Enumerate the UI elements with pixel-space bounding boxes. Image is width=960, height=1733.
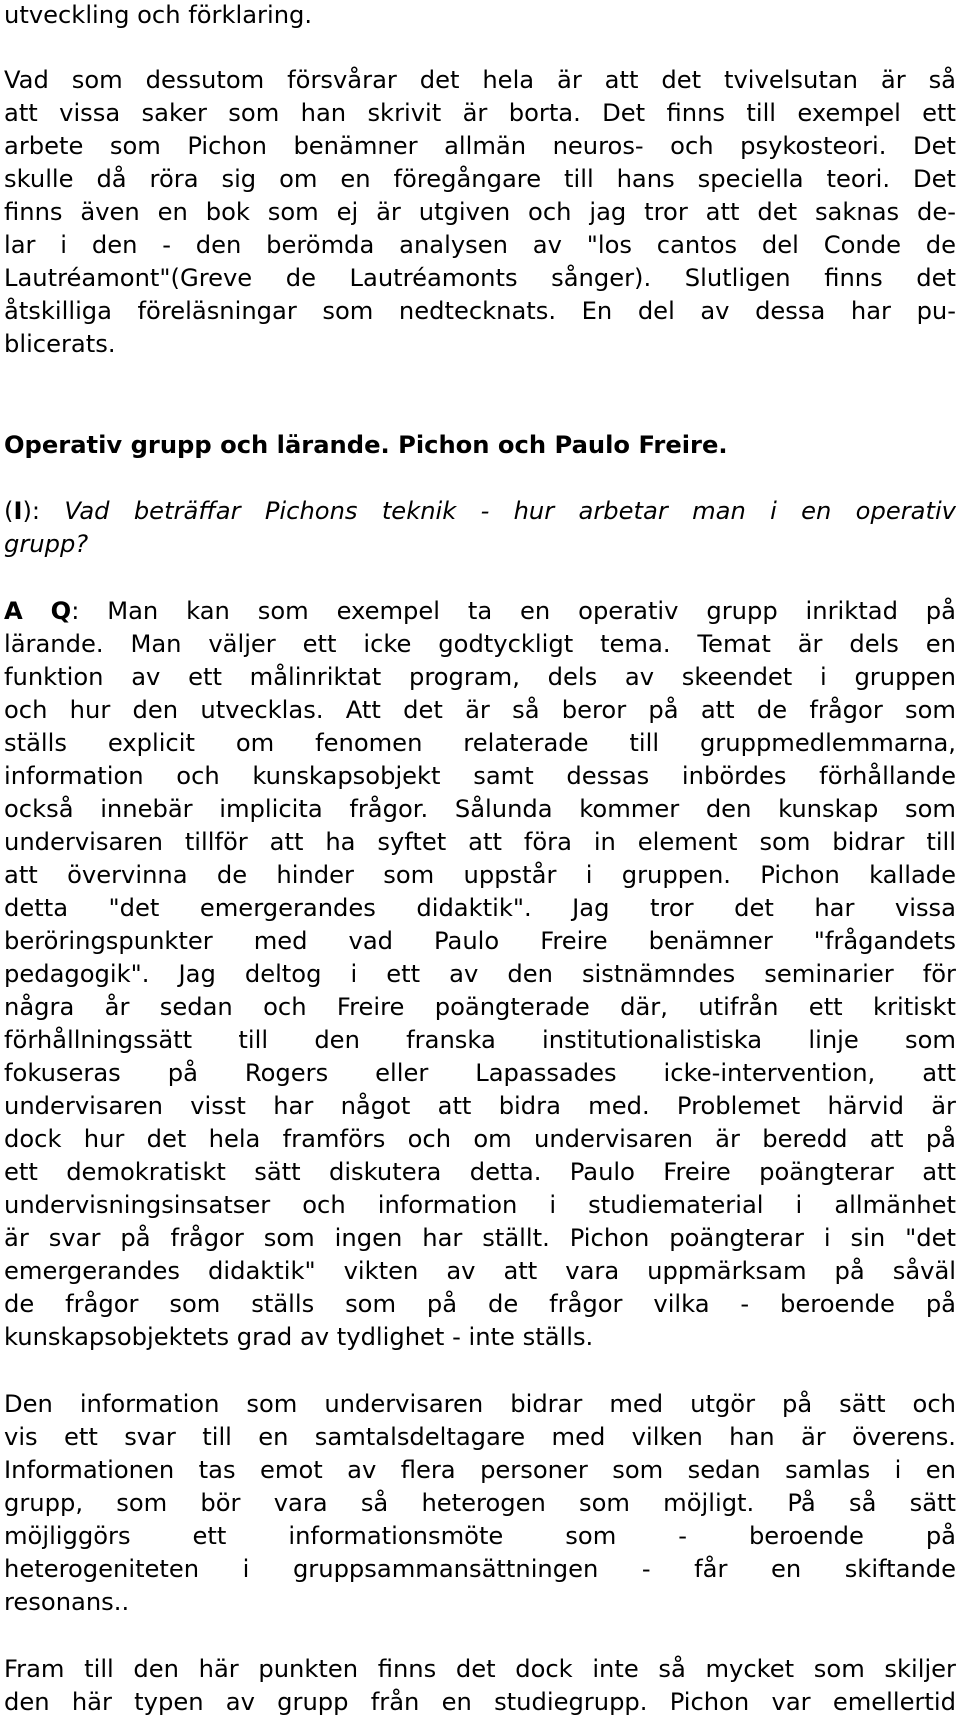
question-label-open: ( (4, 497, 14, 525)
text-line: funktion av ett målinriktat program, dels av skeendet i gruppen (4, 663, 956, 691)
text-line: beröringspunkter med vad Paulo Freire benämner "frågandets (4, 927, 956, 955)
text-line: heterogeniteten i gruppsammansättningen - får en skiftande (4, 1555, 956, 1583)
question-line (4, 494, 956, 528)
text-line: utveckling och förklaring. (4, 1, 313, 29)
text-line: emergerandes didaktik" vikten av att vara uppmärksam på såväl (4, 1257, 956, 1285)
text-line: blicerats. (4, 330, 116, 358)
text-line: arbete som Pichon benämner allmän neuros- och psykosteori. Det (4, 132, 956, 160)
text-line: resonans.. (4, 1588, 130, 1616)
text-line: ställs explicit om fenomen relaterade till gruppmedlemmarna, (4, 729, 956, 757)
text-line: undervisaren visst har något att bidra med. Problemet härvid är (4, 1092, 956, 1120)
text-line: grupp, som bör vara så heterogen som möjligt. På så sätt (4, 1489, 956, 1517)
section-heading: Operativ grupp och lärande. Pichon och Paulo Freire. (4, 431, 728, 459)
text-line: finns även en bok som ej är utgiven och jag tror att det saknas de- (4, 198, 956, 226)
text-line: Informationen tas emot av flera personer som sedan samlas i en (4, 1456, 956, 1484)
text-line: skulle då röra sig om en föregångare till hans speciella teori. Det (4, 165, 956, 193)
text-line: ett demokratiskt sätt diskutera detta. Paulo Freire poängterar att (4, 1158, 956, 1186)
text-line: de frågor som ställs som på de frågor vilka - beroende på (4, 1290, 956, 1318)
text-line: förhållningssätt till den franska institutionalistiska linje som (4, 1026, 956, 1054)
answer-label-a: A (4, 597, 23, 625)
text-line: också innebär implicita frågor. Sålunda kommer den kunskap som (4, 795, 956, 823)
text-line: pedagogik". Jag deltog i ett av den sistnämndes seminarier för (4, 960, 956, 988)
text-line: är svar på frågor som ingen har ställt. Pichon poängterar i sin "det (4, 1224, 956, 1252)
text-line: kunskapsobjektets grad av tydlighet - inte ställs. (4, 1323, 594, 1351)
text-line: dock hur det hela framförs och om undervisaren är beredd att på (4, 1125, 956, 1153)
text-line: och hur den utvecklas. Att det är så beror på att de frågor som (4, 696, 956, 724)
answer-first-line (4, 594, 956, 628)
text-line: den här typen av grupp från en studiegrupp. Pichon var emellertid (4, 1688, 956, 1716)
text-line: lärande. Man väljer ett icke godtyckligt tema. Temat är dels en (4, 630, 956, 658)
text-line: att övervinna de hinder som uppstår i gruppen. Pichon kallade (4, 861, 956, 889)
text-line: fokuseras på Rogers eller Lapassades icke-intervention, att (4, 1059, 956, 1087)
text-line: Vad som dessutom försvårar det hela är att det tvivelsutan är så (4, 66, 956, 94)
question-label: I (13, 497, 23, 525)
question-label-close: ): (22, 497, 41, 525)
question-text: Vad beträffar Pichons teknik - hur arbetar man i en operativ (64, 497, 956, 525)
text-line: Lautréamont"(Greve de Lautréamonts sånger). Slutligen finns det (4, 264, 956, 292)
text-line: Fram till den här punkten finns det dock inte så mycket som skiljer (4, 1655, 956, 1683)
text-line: undervisningsinsatser och information i studiematerial i allmänhet (4, 1191, 956, 1219)
answer-text: : Man kan som exempel ta en operativ grupp inriktad på (71, 597, 956, 625)
text-line: åtskilliga föreläsningar som nedtecknats. En del av dessa har pu- (4, 297, 956, 325)
text-line: information och kunskapsobjekt samt dessas inbördes förhållande (4, 762, 956, 790)
answer-label-q: Q (50, 597, 72, 625)
text-line: att vissa saker som han skrivit är borta. Det finns till exempel ett (4, 99, 956, 127)
text-line: vis ett svar till en samtalsdeltagare med vilken han är överens. (4, 1423, 956, 1451)
text-line: lar i den - den berömda analysen av "los cantos del Conde de (4, 231, 956, 259)
text-line: undervisaren tillför att ha syftet att föra in element som bidrar till (4, 828, 956, 856)
text-line: några år sedan och Freire poängterade där, utifrån ett kritiskt (4, 993, 956, 1021)
question-text-line: grupp? (4, 530, 89, 558)
text-line: detta "det emergerandes didaktik". Jag tror det har vissa (4, 894, 956, 922)
text-line: möjliggörs ett informationsmöte som - beroende på (4, 1522, 956, 1550)
text-line: Den information som undervisaren bidrar med utgör på sätt och (4, 1390, 956, 1418)
